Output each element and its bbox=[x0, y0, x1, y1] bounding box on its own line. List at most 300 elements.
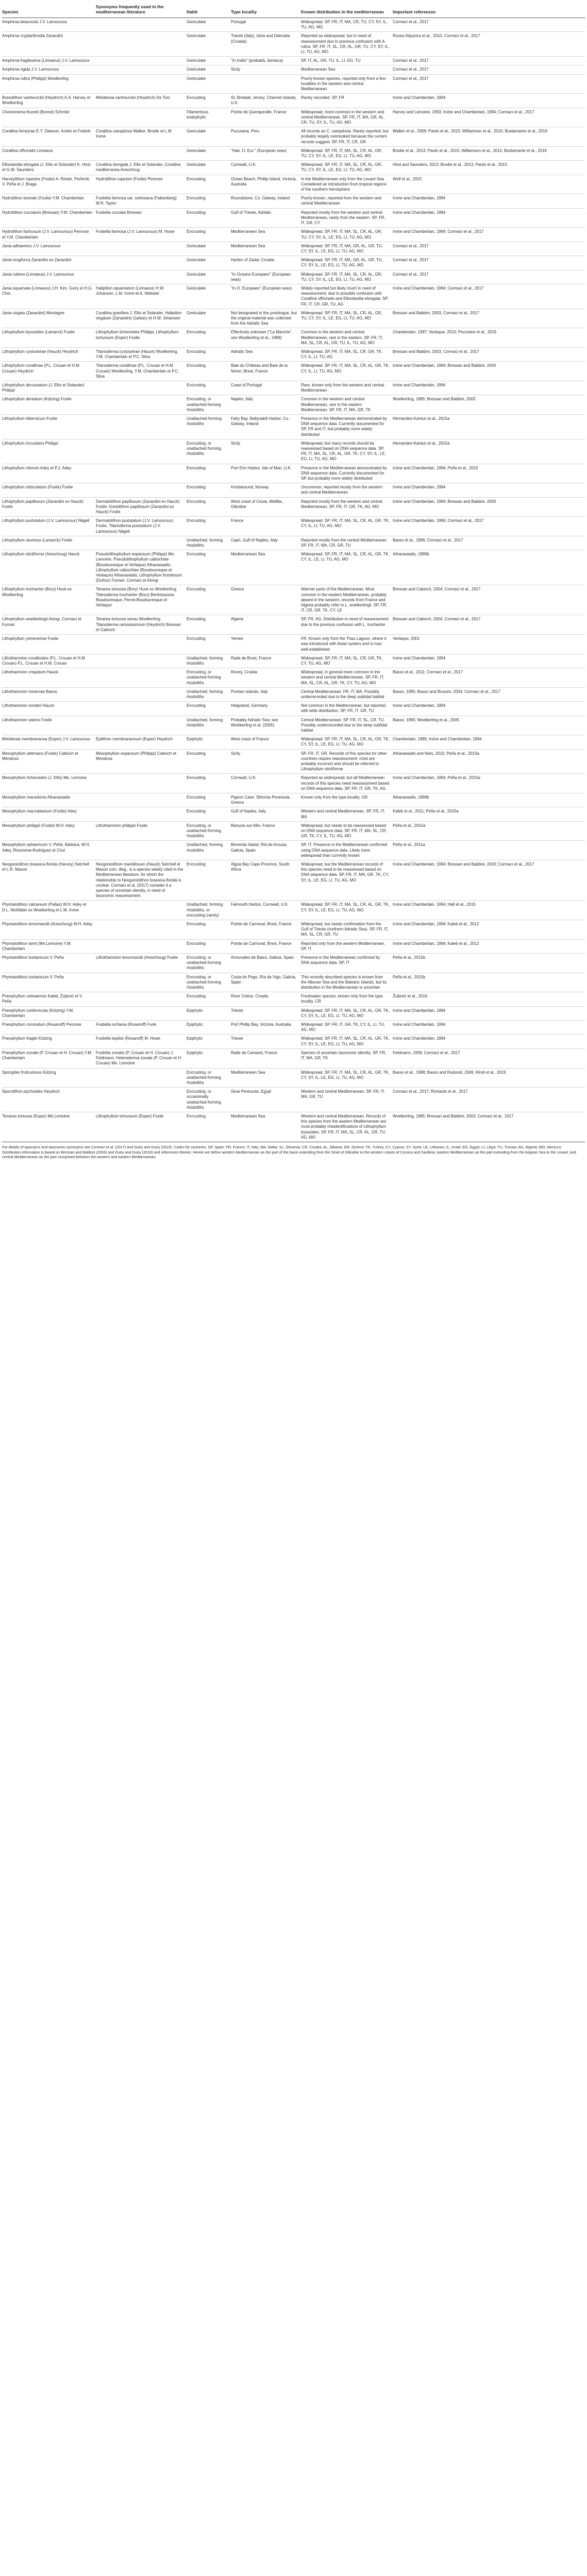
type-locality-cell: Algoa Bay Cape Province, South Africa bbox=[231, 860, 301, 901]
synonyms-cell: Tenarea tortuosa sensu Woelkerling; Titanoderma ramosissimum (Heydrich) Bressan et Cabioch bbox=[96, 615, 187, 635]
distribution-cell: Reported mostly from the western and central Mediterranean, rarely from the eastern. SP, FR, IT, GR, CY bbox=[301, 208, 393, 228]
synonyms-cell: Fosliella lejolisii (Rosanoff) M. Howe bbox=[96, 1035, 187, 1048]
species-cell: Pneophyllum confervicola (Kützing) Y.M. Chamberlain bbox=[2, 1006, 96, 1020]
habit-cell: Encrusting bbox=[187, 208, 231, 228]
references-cell: Hernandez-Kantun et al., 2015a bbox=[393, 414, 585, 439]
distribution-cell: Central Mediterranean: SP, FR, IT, SL, CR, TU. Possibly underrecorded due to the deep subtidal habitat bbox=[301, 716, 393, 735]
species-cell: Hydrolithon farinosum (J.V. Lamouroux) Penrose et Y.M. Chamberlain bbox=[2, 228, 96, 242]
distribution-cell: Widespread. SP, FR, IT, MA, GR, AL, GR, TU, CY, SY, IL, LE, EG, LI, TU, AG, MO bbox=[301, 242, 393, 256]
habit-cell: Encrusting, or unattached forming rhodoliths bbox=[187, 973, 231, 992]
references-cell: Basso et al., 2011; Cormaci et al., 2017 bbox=[393, 668, 585, 688]
type-locality-cell: Yemen bbox=[231, 635, 301, 654]
type-locality-cell: Rovinj, Croatia bbox=[231, 668, 301, 688]
distribution-cell: Widespread. SP, FR, IT, GR, TK, CY, IL, LI, TU, AG, MO bbox=[301, 1021, 393, 1035]
synonyms-cell bbox=[96, 939, 187, 953]
synonyms-cell bbox=[96, 635, 187, 654]
type-locality-cell: Baie du Château and Baie de la Ninon, Brest, France bbox=[231, 362, 301, 381]
synonyms-cell: Fosliella ischiana (Rosanoff) Funk bbox=[96, 1021, 187, 1035]
references-cell: Peña et al., 2015b bbox=[393, 973, 585, 992]
table-row bbox=[2, 920, 585, 940]
synonyms-cell: Dermatolithon papillosum (Zanardini ex Hauck) Foslie; Goniolithon papillosum (Zanardini ex Hauck) Foslie bbox=[96, 497, 187, 517]
references-cell: Cormaci et al., 2017 bbox=[393, 74, 585, 94]
table-row bbox=[2, 635, 585, 654]
habit-cell: Encrusting bbox=[187, 1112, 231, 1142]
habit-cell: Encrusting bbox=[187, 347, 231, 361]
synonyms-cell: Hydrolithon rupestre (Foslie) Penrose bbox=[96, 175, 187, 194]
synonyms-cell bbox=[96, 256, 187, 270]
table-row bbox=[2, 841, 585, 860]
table-row bbox=[2, 774, 585, 793]
references-cell: Irvine and Chamberlain, 1994 bbox=[393, 1035, 585, 1048]
habit-cell: Geniculate bbox=[187, 284, 231, 309]
references-cell: Cormaci et al., 2017 bbox=[393, 256, 585, 270]
table-row bbox=[2, 901, 585, 920]
type-locality-cell: Mediterranean Sea bbox=[231, 242, 301, 256]
synonyms-cell: Mesophyllum expansum (Philippi) Cabioch et Mendoza bbox=[96, 749, 187, 774]
synonyms-cell bbox=[96, 108, 187, 127]
species-cell: Hydrolithon cruciatum (Bressan) Y.M. Chamberlain bbox=[2, 208, 96, 228]
type-locality-cell: Naples, Italy bbox=[231, 395, 301, 415]
table-body bbox=[2, 18, 585, 1142]
header-synonyms: Synonyms frequently used in the mediterranean literature bbox=[96, 1, 187, 18]
references-cell: Bressan and Babbini, 2003; Cormaci et al., 2017 bbox=[393, 347, 585, 361]
synonyms-cell bbox=[96, 793, 187, 807]
type-locality-cell: Pigeon Cave, Sithonia Peninsula, Greece bbox=[231, 793, 301, 807]
species-cell: Lithothamnion minervae Basso bbox=[2, 687, 96, 701]
type-locality-cell: Helgoland, Germany bbox=[231, 702, 301, 716]
distribution-cell: Rarely recorded. SP, FR bbox=[301, 94, 393, 108]
table-row bbox=[2, 585, 585, 615]
synonyms-cell bbox=[96, 536, 187, 550]
references-cell: Verlaque, 2001 bbox=[393, 635, 585, 654]
synonyms-cell: Lithothamnion lenormandii (Areschoug) Foslie bbox=[96, 954, 187, 973]
references-cell: Irvine and Chamberlain, 1994; Bressan and Babbini, 2003 bbox=[393, 497, 585, 517]
references-cell: Irvine and Chamberlain, 1994 bbox=[393, 702, 585, 716]
habit-cell: Epiphytic bbox=[187, 1035, 231, 1048]
species-cell: Mesophyllum macroblastum (Foslie) Adey bbox=[2, 807, 96, 821]
synonyms-cell bbox=[96, 57, 187, 65]
habit-cell: Encrusting bbox=[187, 585, 231, 615]
table-row bbox=[2, 18, 585, 32]
references-cell: Bressan and Cabioch, 2004; Cormaci et al., 2017 bbox=[393, 615, 585, 635]
table-row bbox=[2, 517, 585, 536]
synonyms-cell: Fosliella farinosa (J.V. Lamouroux) M. Howe bbox=[96, 228, 187, 242]
references-cell: Irvine and Chamberlain, 1994 bbox=[393, 381, 585, 395]
species-cell: Mesophyllum lichenoides (J. Ellis) Me. Lemoine bbox=[2, 774, 96, 793]
type-locality-cell: Capri, Gulf of Naples, Italy bbox=[231, 536, 301, 550]
habit-cell: Encrusting, or occasionally unattached forming rhodoliths bbox=[187, 1088, 231, 1112]
synonyms-cell bbox=[96, 395, 187, 415]
table-row bbox=[2, 860, 585, 901]
habit-cell: Unattached, forming rhodoliths bbox=[187, 716, 231, 735]
type-locality-cell: Mediterranean Sea bbox=[231, 550, 301, 585]
table-row bbox=[2, 1068, 585, 1088]
type-locality-cell: Trieste bbox=[231, 1006, 301, 1020]
distribution-cell: Common in the western and central Mediterranean, rare in the eastern Mediterranean. SP, FR, IT, MA, GR, TK bbox=[301, 395, 393, 415]
references-cell: Peña et al., 2015a bbox=[393, 821, 585, 841]
synonyms-cell bbox=[96, 774, 187, 793]
distribution-cell: Known only from the type locality. GR bbox=[301, 793, 393, 807]
references-cell: Irvine and Chamberlain, 1994; Peña et al., 2015a bbox=[393, 774, 585, 793]
distribution-cell: Mediterranean Sea bbox=[301, 65, 393, 74]
habit-cell: Encrusting bbox=[187, 635, 231, 654]
synonyms-cell bbox=[96, 1088, 187, 1112]
references-cell: Irvine and Chamberlain, 1994 bbox=[393, 194, 585, 208]
table-row bbox=[2, 954, 585, 973]
habit-cell: Unattached, forming rhodoliths bbox=[187, 654, 231, 668]
table-row bbox=[2, 439, 585, 464]
table-row bbox=[2, 668, 585, 688]
habit-cell: Encrusting bbox=[187, 550, 231, 585]
species-cell: Jania squamata (Linnaeus) J.H. Kim, Guiry et H.G. Choi bbox=[2, 284, 96, 309]
synonyms-cell bbox=[96, 992, 187, 1006]
species-cell: Phymatolithon lamii (Me.Lemoine) Y.M. Chamberlain bbox=[2, 939, 96, 953]
distribution-cell: Reported mostly from the western and central Mediterranean. SP, FR, IT, GR, TK, AG, MO bbox=[301, 497, 393, 517]
references-cell: Irvine and Chamberlain, 1994; Cormaci et al., 2017 bbox=[393, 284, 585, 309]
type-locality-cell: Probably Adriatic Sea; see Woelkerling et al. (2005) bbox=[231, 716, 301, 735]
distribution-cell: Western and central Mediterranean. SP, FR, IT, MA bbox=[301, 807, 393, 821]
distribution-cell: SP, IT. Presence in the Mediterranean confirmed using DNA sequence data. Likely more widespread than currently known bbox=[301, 841, 393, 860]
type-locality-cell: "In Indiis" (probably Jamaica) bbox=[231, 57, 301, 65]
habit-cell: Encrusting bbox=[187, 483, 231, 497]
species-cell: Lithophyllum stictiforme (Areschoug) Hauck bbox=[2, 550, 96, 585]
type-locality-cell: Pointe de Querqueville, France bbox=[231, 108, 301, 127]
distribution-cell: Species of uncertain taxonomic identity. SP, FR, IT, MA, GR, TK bbox=[301, 1048, 393, 1068]
references-cell: Athanasiadis and Neto, 2010; Peña et al., 2015a bbox=[393, 749, 585, 774]
synonyms-cell: Titanoderma corallinae (P.L. Crouan et H.M. Crouan) Woelkerling, Y.M. Chamberlain et P.C. Silva bbox=[96, 362, 187, 381]
type-locality-cell: Sicily bbox=[231, 65, 301, 74]
synonyms-cell bbox=[96, 483, 187, 497]
distribution-cell: Widespread, in general more common in the western and central Mediterranean. SP, FR, IT, MA, SL, CR, AL, GR, TK, CY, TU, AG, MO bbox=[301, 668, 393, 688]
habit-cell: Encrusting, or unattached forming rhodoliths bbox=[187, 1068, 231, 1088]
habit-cell: Unattached, forming rhodoliths, or encrusting (rarely) bbox=[187, 901, 231, 920]
synonyms-cell: Epilithon membranaceum (Esper) Heydrich bbox=[96, 735, 187, 749]
distribution-cell: Widespread, but many records should be reassessed based on DNA sequence data. SP, FR, IT, MA, SL, CR, AL, GR, TK, CY, SY, IL, LE, EG, LI, TU, AG, MO bbox=[301, 439, 393, 464]
table-row bbox=[2, 1021, 585, 1035]
references-cell: Irvine and Chamberlain, 1994 bbox=[393, 1021, 585, 1035]
type-locality-cell: Effectively unknown ("La Manche", see Woelkerling et al., 1998) bbox=[231, 328, 301, 348]
species-cell: Lithophyllum dentatum (Kützing) Foslie bbox=[2, 395, 96, 415]
type-locality-cell: "In O. Europaeo" (European seas) bbox=[231, 284, 301, 309]
type-locality-cell: Greece bbox=[231, 585, 301, 615]
distribution-cell: Reported only from the western Mediterranean. SP, IT bbox=[301, 939, 393, 953]
species-cell: Choreonema thuretii (Bornet) Schmitz bbox=[2, 108, 96, 127]
species-cell: Lithothamnion valens Foslie bbox=[2, 716, 96, 735]
habit-cell: Geniculate bbox=[187, 18, 231, 32]
habit-cell: Geniculate bbox=[187, 146, 231, 160]
references-cell: Brodie et al., 2013; Pardo et al., 2015; Williamson et al., 2015; Bustamante et al., 2019 bbox=[393, 146, 585, 160]
distribution-cell: Warmer parts of the Mediterranean. Most common in the eastern Mediterranean, probably absent in the western; records from France and Algeria probably refer to L. woelkerlingii. SP, FR, IT, CR, GR, TK, CY, LE bbox=[301, 585, 393, 615]
distribution-cell: Widespread. SP, FR, IT, MA, SL, CR, AL, GR, TU, CY, SY, IL, LE, EG, LI, TU, AG, MO bbox=[301, 270, 393, 284]
table-row bbox=[2, 57, 585, 65]
species-cell: Lithophyllum orbiculatum (Foslie) Foslie bbox=[2, 483, 96, 497]
distribution-cell: Central Mediterranean: FR, IT, MA. Possibly underrecorded due to the deep subtidal habitat bbox=[301, 687, 393, 701]
type-locality-cell: West coast of Ceuta, Mellilla, Gibraltar bbox=[231, 497, 301, 517]
table-row bbox=[2, 194, 585, 208]
type-locality-cell: Ocean Beach, Phillip Island, Victoria, Australia bbox=[231, 175, 301, 194]
table-row bbox=[2, 483, 585, 497]
synonyms-cell bbox=[96, 32, 187, 57]
habit-cell: Encrusting bbox=[187, 749, 231, 774]
table-row bbox=[2, 309, 585, 328]
table-row bbox=[2, 497, 585, 517]
species-cell: Lithophyllum woelkerlingii Alongi, Cormaci et Furnari bbox=[2, 615, 96, 635]
species-cell: Lithothamnion sonderi Hauck bbox=[2, 702, 96, 716]
habit-cell: Encrusting bbox=[187, 807, 231, 821]
synonyms-cell: Corallina granifera J. Ellis et Solander, Haliptilon virgatum (Zanardini) Garbary et H.W. Johansen bbox=[96, 309, 187, 328]
table-row bbox=[2, 1112, 585, 1142]
distribution-cell: Widespread. SP, FR, IT, MA, SL, CR, AL, GR, TK, CY, IL, LI, TU, AG, MO bbox=[301, 362, 393, 381]
distribution-cell: Widespread, but needs confirmation from the Gulf of Trieste (northern Adriatic Sea). SP, FR, IT, MA, SL, CR, GR, TU bbox=[301, 920, 393, 940]
references-cell: Irvine and Chamberlain, 1994 bbox=[393, 208, 585, 228]
references-cell: Irvine and Chamberlain, 1994; Cormaci et al., 2017 bbox=[393, 228, 585, 242]
type-locality-cell: Trieste (Italy), Istria and Dalmatia (Croatia) bbox=[231, 32, 301, 57]
table-row bbox=[2, 284, 585, 309]
species-cell: Lithophyllum incrustans Philippi bbox=[2, 439, 96, 464]
distribution-cell: Widespread. SP, FR, IT, MA, GR, AL, GR, TU, CY, SY, IL, LE, EG, LI, TU, AG, MO bbox=[301, 256, 393, 270]
species-cell: Tenarea tortuosa (Esper) Me.Lemoine bbox=[2, 1112, 96, 1142]
distribution-cell: Widespread. SP, FR, IT, MA, SL, CR, AL, GR, TK, CY, IL, LI, TU, AG, MO bbox=[301, 517, 393, 536]
species-cell: Pneophyllum cetinaensis Kaleb, Žuljević et V. Peña bbox=[2, 992, 96, 1006]
type-locality-cell: Pointe de Carnoval, Brest, France bbox=[231, 939, 301, 953]
table-row bbox=[2, 1035, 585, 1048]
species-cell: Spongites fruticulosus Kützing bbox=[2, 1068, 96, 1088]
distribution-cell: Reported as widespread, but in need of reassessment due to previous confusion with A. rubra. SP, FR, IT, SL, CR, AL, GR, TU, CY, SY, IL, LI, TU, AG, MO bbox=[301, 32, 393, 57]
species-cell: Lithophyllum corallinae (P.L. Crouan et H.M. Crouan) Heydrich bbox=[2, 362, 96, 381]
distribution-cell: SP, FR, IT, GR. Records of this species for other countries require reassessment: most are probably incorrect and should be referred to Lithophyllum stictiforme bbox=[301, 749, 393, 774]
synonyms-cell bbox=[96, 242, 187, 256]
species-cell: Mesophyllum macedonis Athanasiadis bbox=[2, 793, 96, 807]
distribution-cell: Western and central Mediterranean. Records of this species from the eastern Mediterranean are most probably misidentifications of Lithophyllum byssoides. SP, FR, IT, MA, SL, CR, AL, GR, TU, AG, MO bbox=[301, 1112, 393, 1142]
species-cell: Lithophyllum decussatum (J. Ellis et Solander) Philippi bbox=[2, 381, 96, 395]
synonyms-cell bbox=[96, 74, 187, 94]
type-locality-cell: River Cetina, Croatia bbox=[231, 992, 301, 1006]
distribution-cell: Reported mostly from the central Mediterranean. SP, FR, IT, MA, CR, GR, TU bbox=[301, 536, 393, 550]
table-row bbox=[2, 256, 585, 270]
references-cell: Peña et al., 2011a bbox=[393, 841, 585, 860]
synonyms-cell bbox=[96, 464, 187, 483]
distribution-cell: Widespread. SP, FR, IT, MA, SL, CR, AL, GR, TU, CY, SY, IL, LE, EG, LI, TU, AG, MO bbox=[301, 146, 393, 160]
table-row bbox=[2, 702, 585, 716]
header-distribution: Known distribution in the mediterranean bbox=[301, 1, 393, 18]
table-row bbox=[2, 228, 585, 242]
synonyms-cell bbox=[96, 65, 187, 74]
species-cell: Corallina ferreyrae E.Y. Dawson, Acleto et Foldvik bbox=[2, 127, 96, 147]
references-cell: Irvine and Chamberlain, 1994; Bressan and Babbini, 2003; Cormaci et al., 2017 bbox=[393, 860, 585, 901]
references-cell: Irvine and Chamberlain, 1994; Kaleb et al., 2012 bbox=[393, 939, 585, 953]
table-row bbox=[2, 1088, 585, 1112]
type-locality-cell: Gulf of Trieste, Adriatic bbox=[231, 208, 301, 228]
habit-cell: Geniculate bbox=[187, 309, 231, 328]
table-row bbox=[2, 362, 585, 381]
references-cell: Chamberlain, 1985; Irvine and Chamberlain, 1994 bbox=[393, 735, 585, 749]
synonyms-cell bbox=[96, 439, 187, 464]
species-cell: Mesophyllum alternans (Foslie) Cabioch et Mendoza bbox=[2, 749, 96, 774]
references-cell: Athanasiadis, 1999b bbox=[393, 550, 585, 585]
distribution-cell: This recently described species is known from the Alboran Sea and the Balearic Islands, but its distribution in the Mediterranean is uncertain bbox=[301, 973, 393, 992]
habit-cell: Encrusting bbox=[187, 702, 231, 716]
header-references: Important references bbox=[393, 1, 585, 18]
species-cell: Lithophyllum racemus (Lamarck) Foslie bbox=[2, 536, 96, 550]
species-cell: Amphiroa rubra (Philippi) Woelkerling bbox=[2, 74, 96, 94]
table-row bbox=[2, 146, 585, 160]
type-locality-cell: Costa do Pego, Ría de Vigo, Galicia, Spain bbox=[231, 973, 301, 992]
synonyms-cell bbox=[96, 270, 187, 284]
species-cell: Hydrolithon boreale (Foslie) Y.M. Chamberlain bbox=[2, 194, 96, 208]
habit-cell: Geniculate bbox=[187, 161, 231, 175]
table-footnote: For details of typonyms and taxonomic synonyms see Cormaci et al. (2017) and Guiry and Guiry (2019). Codes for countries: SP, Spain; FR, France; IT, Italy; MA, Malta; SL, Slovenia; CR, Croatia; AL, Albania; GR, Greece; TK, Turkey; CY, Cyprus; SY, Syria; LE, Lebanon; IL, Israel; EG, Egypt; LI, Libya; TU, Tunisia; AG, Algeria; MO, Morocco. Distribution information is based on Bressan and Babbini (2003) and Guiry and Guiry (2019) and references therein. Herein we define western Mediterranean as the part of the basin extending from the Strait of Gibraltar to the western coasts of Corsica and Sardinia; eastern Mediterranean as the part extending from the Aegean Sea to the Levant; and central Mediterranean as the part comprised between the western and eastern Mediterranean. bbox=[2, 1144, 576, 1160]
distribution-cell: Western and central Mediterranean. SP, FR, IT, MA, GR, TU bbox=[301, 1088, 393, 1112]
references-cell: Hind and Saunders, 2013; Brodie et al., 2013; Pardo et al., 2015 bbox=[393, 161, 585, 175]
habit-cell: Encrusting bbox=[187, 860, 231, 901]
synonyms-cell: Dermatolithon pustulatum (J.V. Lamouroux) Foslie, Titanoderma pustulatum (J.V. Lamouroux) Nägeli bbox=[96, 517, 187, 536]
table-row bbox=[2, 716, 585, 735]
table-row bbox=[2, 161, 585, 175]
table-row bbox=[2, 395, 585, 415]
table-row bbox=[2, 973, 585, 992]
distribution-cell: Widely reported but likely much in need of reassessment, due to possible confusion with Corallina officinalis and Ellisolandia elongata. SP, FR, IT, CR, GR, TU, AG bbox=[301, 284, 393, 309]
synonyms-cell bbox=[96, 668, 187, 688]
habit-cell: Encrusting, or unattached forming rhodoliths bbox=[187, 668, 231, 688]
distribution-cell: Widespread, more common in the western and central Mediterranean. SP, FR, IT, MA, GR, AL, CR, TU, SY, IL, TU, AG, MO bbox=[301, 108, 393, 127]
habit-cell: Encrusting bbox=[187, 194, 231, 208]
habit-cell: Epiphytic bbox=[187, 1048, 231, 1068]
references-cell: Hernandez-Kantun et al., 2015a bbox=[393, 439, 585, 464]
references-cell: Bressan and Cabioch, 2004; Cormaci et al., 2017 bbox=[393, 585, 585, 615]
table-row bbox=[2, 381, 585, 395]
species-cell: Lithophyllum byssoides (Lamarck) Foslie bbox=[2, 328, 96, 348]
synonyms-cell bbox=[96, 1068, 187, 1088]
distribution-cell: Poorly-known species, reported only from a few localities in the western and central Mediterranean bbox=[301, 74, 393, 94]
synonyms-cell bbox=[96, 381, 187, 395]
table-row bbox=[2, 127, 585, 147]
habit-cell: Encrusting bbox=[187, 464, 231, 483]
species-cell: Amphiroa cryptarthrodia Zanardini bbox=[2, 32, 96, 57]
type-locality-cell: Rade de Camaret, France bbox=[231, 1048, 301, 1068]
references-cell: Basso, 1995; Woelkerling et al., 2005 bbox=[393, 716, 585, 735]
species-cell: Amphiroa rigida J.V. Lamouroux bbox=[2, 65, 96, 74]
references-cell: Irvine and Chamberlain, 1994; Cormaci et al., 2017 bbox=[393, 517, 585, 536]
type-locality-cell: Harbor of Zadar, Croatia bbox=[231, 256, 301, 270]
species-cell: Lithophyllum nitorum Adey et P.J. Adey bbox=[2, 464, 96, 483]
table-row bbox=[2, 65, 585, 74]
species-cell: Ellisolandia elongata (J. Ellis et Solander) K. Hind et G.W. Saunders bbox=[2, 161, 96, 175]
species-cell: Lithophyllum hibernicum Foslie bbox=[2, 414, 96, 439]
references-cell: Cormaci et al., 2017 bbox=[393, 242, 585, 256]
species-cell: Phymatolithon lenormandii (Areschoug) W.H. Adey bbox=[2, 920, 96, 940]
synonyms-cell: Melobesia vanheurckii (Heydrich) De Toni bbox=[96, 94, 187, 108]
synonyms-cell bbox=[96, 702, 187, 716]
type-locality-cell: "In Oceano Europaeo" (European seas) bbox=[231, 270, 301, 284]
type-locality-cell: Rade de Brest, France bbox=[231, 654, 301, 668]
table-row bbox=[2, 242, 585, 256]
type-locality-cell: Portugal bbox=[231, 18, 301, 32]
distribution-cell: Freshwater species, known only from the type locality. CR bbox=[301, 992, 393, 1006]
header-type-locality: Type locality bbox=[231, 1, 301, 18]
references-cell: Athanasiadis, 1999b bbox=[393, 793, 585, 807]
habit-cell: Geniculate bbox=[187, 270, 231, 284]
type-locality-cell: Algeria bbox=[231, 615, 301, 635]
type-locality-cell: Port Phillip Bay, Victoria, Australia bbox=[231, 1021, 301, 1035]
distribution-cell: In the Mediterranean only from the Levant Sea. Considered an introduction from tropical regions of the southern hemisphere bbox=[301, 175, 393, 194]
type-locality-cell: Banyuls-sur-Mer, France bbox=[231, 821, 301, 841]
table-row bbox=[2, 347, 585, 361]
distribution-cell: Uncommon, reported mostly from the western and central Mediterranean bbox=[301, 483, 393, 497]
distribution-cell: All records as C. caespitosa. Rarely reported, but probably largely overlooked because the current records suggest. SP, FR, IT, CR, GR bbox=[301, 127, 393, 147]
synonyms-cell: Fosliella cruciata Bressan bbox=[96, 208, 187, 228]
habit-cell: Encrusting bbox=[187, 381, 231, 395]
table-row bbox=[2, 992, 585, 1006]
type-locality-cell: Roundstone, Co. Galway, Ireland bbox=[231, 194, 301, 208]
type-locality-cell: Adriatic Sea bbox=[231, 347, 301, 361]
distribution-cell: Common in the western and central Mediterranean, rare in the eastern. SP, FR, IT, MA, SL, CR, AL, GR, TU, IL, TU, AG, MO bbox=[301, 328, 393, 348]
table-row bbox=[2, 414, 585, 439]
synonyms-cell: Lithophyllum tortuosum (Esper) Foslie bbox=[96, 1112, 187, 1142]
species-cell: Harveylithon rupestre (Foslie) A. Rösler, Perfectti, V. Peña et J. Braga bbox=[2, 175, 96, 194]
habit-cell: Encrusting bbox=[187, 774, 231, 793]
references-cell: Bressan and Babbini, 2003; Cormaci et al., 2017 bbox=[393, 309, 585, 328]
habit-cell: Geniculate bbox=[187, 256, 231, 270]
synonyms-cell: Lithophyllum lichenoides Philippi, Lithophyllum tortuosum (Esper) Foslie bbox=[96, 328, 187, 348]
table-row bbox=[2, 1048, 585, 1068]
habit-cell: Encrusting bbox=[187, 793, 231, 807]
synonyms-cell bbox=[96, 687, 187, 701]
synonyms-cell bbox=[96, 654, 187, 668]
distribution-cell: SP, IT, AL, GR, TU, IL, LI, EG, TU bbox=[301, 57, 393, 65]
table-row bbox=[2, 464, 585, 483]
distribution-cell: Presence in the Mediterranean confirmed by DNA sequence data. SP, IT bbox=[301, 954, 393, 973]
references-cell: Wolf et al., 2015 bbox=[393, 175, 585, 194]
references-cell: Peña et al., 2015b bbox=[393, 954, 585, 973]
species-cell: Mesophyllum philippii (Foslie) W.H. Adey bbox=[2, 821, 96, 841]
species-cell: Melobesia membranacea (Esper) J.V. Lamouroux bbox=[2, 735, 96, 749]
type-locality-cell: Mediterranean Sea bbox=[231, 1112, 301, 1142]
synonyms-cell: Fosliella farinosa var. solmsiana (Falkenberg) W.R. Taylor bbox=[96, 194, 187, 208]
distribution-cell: Widespread. SP, FR, IT, MA, SL, CR, AL, GR, TK, CY, SY, IL, LE, EG, LI, TU, AG, MO bbox=[301, 901, 393, 920]
habit-cell: Geniculate bbox=[187, 74, 231, 94]
table-row bbox=[2, 1006, 585, 1020]
habit-cell: Encrusting bbox=[187, 362, 231, 381]
type-locality-cell: Trieste bbox=[231, 1035, 301, 1048]
table-row bbox=[2, 175, 585, 194]
type-locality-cell: "Hab. O. Eur." (European seas) bbox=[231, 146, 301, 160]
species-cell: Neogoniolithon brassica-florida (Harvey) Setchell et L.R. Mason bbox=[2, 860, 96, 901]
habit-cell: Unattached, forming rhodoliths bbox=[187, 687, 231, 701]
table-row bbox=[2, 550, 585, 585]
habit-cell: Epiphytic bbox=[187, 1006, 231, 1020]
species-cell: Pneophyllum coronatum (Rosanoff) Penrose bbox=[2, 1021, 96, 1035]
synonyms-cell: Lithothamnion philippii Foslie bbox=[96, 821, 187, 841]
table-row bbox=[2, 939, 585, 953]
synonyms-cell bbox=[96, 716, 187, 735]
distribution-cell: Widespread. SP, FR, IT, MA, SL, CR, AL, GR, TK, CY, SY, IL, LE, EG, LI, TU, AG, MO bbox=[301, 1068, 393, 1088]
references-cell: Cormaci et al., 2017; Richards et al., 2017 bbox=[393, 1088, 585, 1112]
habit-cell: Unattached, forming rhodoliths bbox=[187, 536, 231, 550]
type-locality-cell: Sicily bbox=[231, 439, 301, 464]
table-row bbox=[2, 687, 585, 701]
species-cell: Phymatolithon calcareum (Pallas) W.H. Adey et D.L. McKibbin ex Woelkerling et L.M. Irvine bbox=[2, 901, 96, 920]
table-header bbox=[2, 1, 585, 18]
habit-cell: Geniculate bbox=[187, 242, 231, 256]
distribution-cell: Widespread. SP, FR, IT, MA, SL, CR, AL, GR, TU, CY, SY, IL, LE, EG, LI, TU, AG, MO bbox=[301, 228, 393, 242]
distribution-cell: Presence in the Mediterranean demonstrated by DNA sequence data. Currently documented for SP, FR and IT, but probably more widely distributed bbox=[301, 414, 393, 439]
type-locality-cell: St. Brelade, Jersey, Channel Islands, U.K. bbox=[231, 94, 301, 108]
references-cell: Irvine and Chamberlain, 1994 bbox=[393, 483, 585, 497]
type-locality-cell: Mediterranean Sea bbox=[231, 1068, 301, 1088]
type-locality-cell: Kristiansund, Norway bbox=[231, 483, 301, 497]
synonyms-cell bbox=[96, 841, 187, 860]
species-cell: Lithophyllum papillosum (Zanardini ex Hauck) Foslie bbox=[2, 497, 96, 517]
